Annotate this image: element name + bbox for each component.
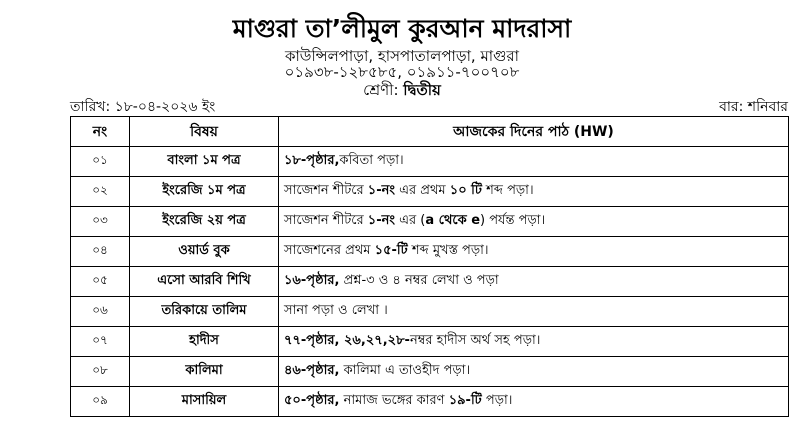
row-subject: বাংলা ১ম পত্র [130,147,279,177]
row-lesson [279,297,789,327]
row-lesson [279,147,789,177]
table-row [71,297,789,327]
row-number: ০৪ [71,237,130,267]
row-subject: হাদীস [130,327,279,357]
row-number: ০৭ [71,327,130,357]
row-subject: ইংরেজি ১ম পত্র [130,177,279,207]
row-number: ০২ [71,177,130,207]
homework-table [70,116,789,417]
table-row [71,357,789,387]
table-row [71,147,789,177]
row-number: ০৬ [71,297,130,327]
lesson-emphasis: ১০ টি [449,183,482,198]
lesson-emphasis: ১৫-টি [374,243,408,258]
lesson-emphasis: ১-নং [367,213,395,228]
row-lesson [279,177,789,207]
lesson-text: এর ( [394,213,426,228]
table-row [71,237,789,267]
row-subject: এসো আরবি শিখি [130,267,279,297]
row-subject: কালিমা [130,357,279,387]
row-number: ০৮ [71,357,130,387]
row-lesson [279,237,789,267]
lesson-emphasis: ৭৭-পৃষ্ঠার, ২৬,২৭,২৮- [284,333,410,348]
header-number: নং [71,117,130,147]
class-value: দ্বিতীয় [403,81,441,99]
row-number: ০৩ [71,207,130,237]
lesson-text: কবিতা পড়া। [339,153,404,168]
table-row [71,207,789,237]
lesson-text: পড়া। [481,393,513,408]
lesson-text: সানা পড়া ও লেখা । [284,303,388,318]
header-lesson: আজকের দিনের পাঠ (HW) [279,117,789,147]
row-number: ০৯ [71,387,130,417]
day-text: বার: শনিবার [719,99,788,115]
lesson-emphasis: ১৬-পৃষ্ঠার, [284,273,340,288]
madrasa-address: কাউন্সিলপাড়া, হাসপাতালপাড়া, মাগুরা [284,47,520,65]
row-subject: ওয়ার্ড বুক [130,237,279,267]
row-lesson [279,207,789,237]
row-lesson [279,387,789,417]
lesson-emphasis: ৪৬-পৃষ্ঠার, [284,363,340,378]
lesson-text: ) পর্যন্ত পড়া। [480,213,546,228]
phone-numbers: ০১৯৩৮-১২৮৫৮৫, ০১৯১১-৭০০৭০৮ [284,63,520,81]
lesson-emphasis: a থেকে e [425,213,481,228]
lesson-text: সাজেশন শীটরে [284,213,368,228]
table-row [71,327,789,357]
lesson-text: এর প্রথম [394,183,450,198]
class-line [0,81,804,99]
row-number: ০১ [71,147,130,177]
table-row [71,387,789,417]
lesson-text: সাজেশন শীটরে [284,183,368,198]
lesson-text: নামাজ ভঙ্গের কারণ [339,393,449,408]
row-lesson [279,357,789,387]
header-subject: বিষয় [130,117,279,147]
lesson-text: শব্দ মুখস্ত পড়া। [407,243,489,258]
row-subject: মাসায়িল [130,387,279,417]
lesson-text: নম্বর হাদীস অর্থ সহ পড়া। [409,333,541,348]
lesson-emphasis: ১-নং [367,183,395,198]
row-subject: ইংরেজি ২য় পত্র [130,207,279,237]
lesson-emphasis: ১৯-টি [448,393,482,408]
row-lesson [279,267,789,297]
date-text: তারিখ: ১৮-০৪-২০২৬ ইং [70,99,216,115]
table-header-row [71,117,789,147]
row-number: ০৫ [71,267,130,297]
lesson-text: প্রশ্ন-৩ ও ৪ নম্বর লেখা ও পড়া [339,273,499,288]
lesson-text: সাজেশনের প্রথম [284,243,375,258]
row-lesson [279,327,789,357]
lesson-text: কালিমা এ তাওহীদ পড়া। [339,363,471,378]
madrasa-name: মাগুরা তা’লীমুল কুরআন মাদরাসা [232,14,572,43]
class-label: শ্রেণী: [363,81,399,99]
table-row [71,177,789,207]
row-subject: তরিকায়ে তালিম [130,297,279,327]
lesson-text: শব্দ পড়া। [481,183,534,198]
lesson-emphasis: ১৮-পৃষ্ঠার, [284,153,340,168]
table-row [71,267,789,297]
lesson-emphasis: ৫০-পৃষ্ঠার, [284,393,340,408]
